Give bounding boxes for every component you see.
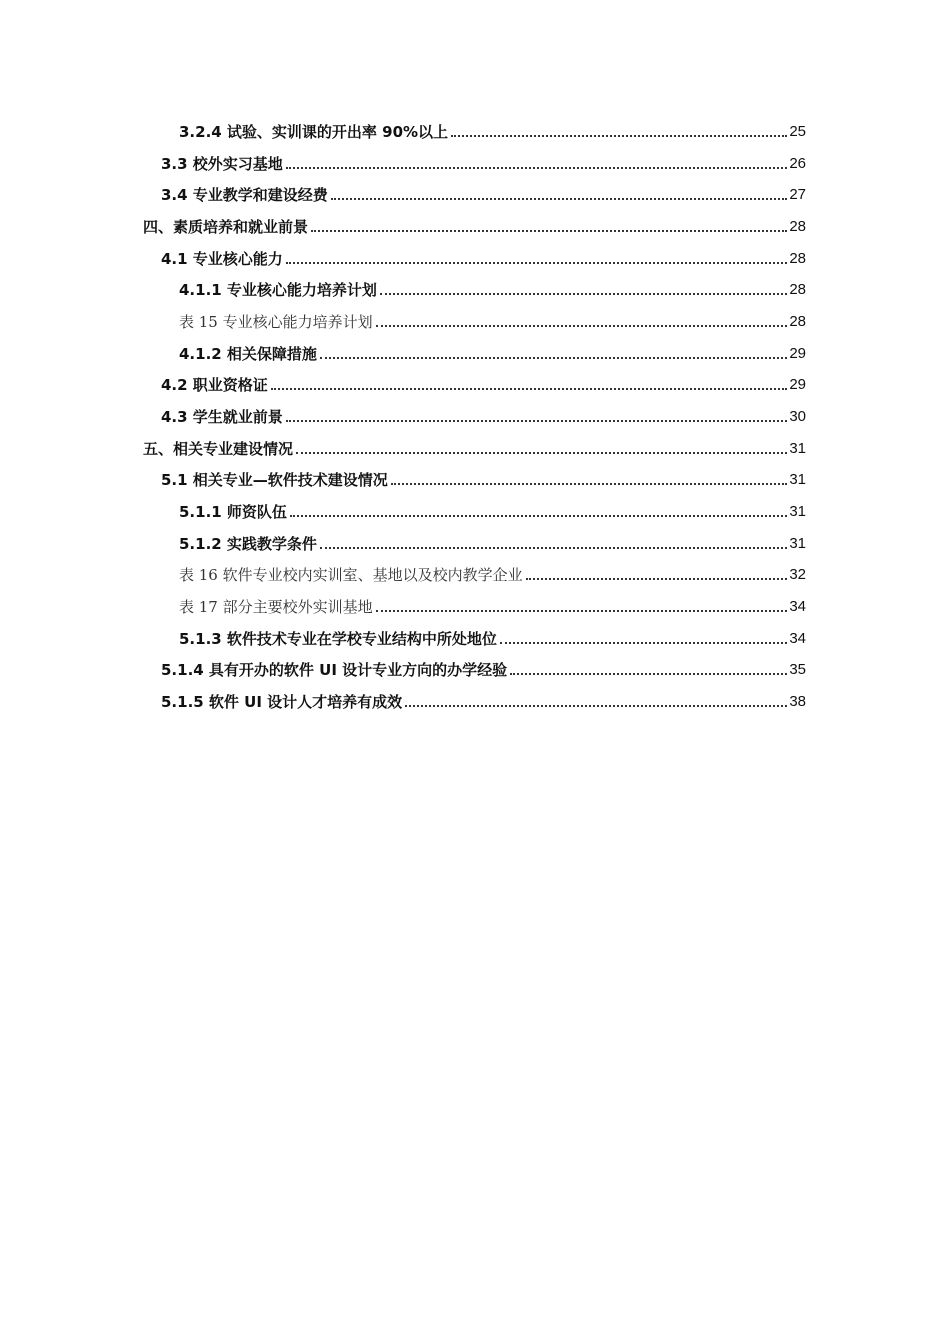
- dot-leader: [296, 451, 787, 454]
- toc-entry-title: 5.1.5 软件 UI 设计人才培养有成效: [161, 693, 403, 711]
- dot-leader: [311, 229, 787, 232]
- toc-entry-5-1[interactable]: [161, 459, 806, 489]
- toc-entry-page: 35: [789, 661, 806, 678]
- toc-entry-table-17[interactable]: [179, 586, 806, 616]
- toc-entry-title: 4.2 职业资格证: [161, 376, 268, 394]
- dot-leader: [320, 356, 787, 359]
- toc-entry-5-1-3[interactable]: [179, 618, 806, 648]
- dot-leader: [451, 134, 787, 137]
- toc-entry-page: 29: [789, 376, 806, 393]
- dot-leader: [376, 609, 788, 612]
- dot-leader: [331, 197, 788, 200]
- toc-entry-page: 34: [789, 630, 806, 647]
- toc-entry-title: 5.1 相关专业—软件技术建设情况: [161, 471, 388, 489]
- dot-leader: [526, 577, 788, 580]
- toc-entry-title: 5.1.1 师资队伍: [179, 503, 287, 521]
- dot-leader: [320, 546, 787, 549]
- toc-entry-title: 4.1.2 相关保障措施: [179, 345, 317, 363]
- toc-entry-title: 5.1.2 实践教学条件: [179, 535, 317, 553]
- toc-entry-5-1-1[interactable]: [179, 491, 806, 521]
- toc-entry-title: 表 16 软件专业校内实训室、基地以及校内教学企业: [179, 566, 523, 584]
- toc-entry-title: 4.3 学生就业前景: [161, 408, 283, 426]
- toc-entry-page: 28: [789, 250, 806, 267]
- toc-entry-page: 30: [789, 408, 806, 425]
- toc-entry-title: 3.4 专业教学和建设经费: [161, 186, 328, 204]
- toc-entry-page: 32: [789, 566, 806, 583]
- toc-entry-4-3[interactable]: [161, 396, 806, 426]
- toc-entry-title: 四、素质培养和就业前景: [143, 218, 309, 236]
- toc-entry-4-1[interactable]: [161, 238, 806, 268]
- toc-entry-title: 3.2.4 试验、实训课的开出率 90%以上: [179, 123, 449, 141]
- dot-leader: [500, 641, 787, 644]
- toc-entry-page: 31: [789, 535, 806, 552]
- dot-leader: [286, 419, 788, 422]
- toc-entry-chapter-4[interactable]: [143, 206, 806, 236]
- toc-entry-5-1-5[interactable]: [161, 681, 806, 711]
- toc-entry-page: 28: [789, 313, 806, 330]
- toc-entry-4-1-2[interactable]: [179, 333, 806, 363]
- toc-entry-title: 4.1.1 专业核心能力培养计划: [179, 281, 377, 299]
- toc-entry-page: 34: [789, 598, 806, 615]
- toc-entry-title: 五、相关专业建设情况: [143, 440, 294, 458]
- toc-entry-4-1-1[interactable]: [179, 269, 806, 299]
- toc-entry-page: 31: [789, 440, 806, 457]
- toc-entry-page: 29: [789, 345, 806, 362]
- toc-entry-table-16[interactable]: [179, 554, 806, 584]
- toc-entry-title: 5.1.4 具有开办的软件 UI 设计专业方向的办学经验: [161, 661, 508, 679]
- toc-entry-4-2[interactable]: [161, 364, 806, 394]
- dot-leader: [391, 482, 788, 485]
- dot-leader: [380, 292, 787, 295]
- toc-entry-5-1-4[interactable]: [161, 649, 806, 679]
- toc-entry-title: 3.3 校外实习基地: [161, 155, 283, 173]
- toc-entry-chapter-5[interactable]: [143, 428, 806, 458]
- toc-entry-title: 5.1.3 软件技术专业在学校专业结构中所处地位: [179, 630, 497, 648]
- dot-leader: [405, 704, 787, 707]
- toc-entry-page: 31: [789, 471, 806, 488]
- toc-entry-page: 28: [789, 281, 806, 298]
- dot-leader: [510, 672, 787, 675]
- toc-entry-page: 27: [789, 186, 806, 203]
- toc-entry-page: 28: [789, 218, 806, 235]
- toc-entry-page: 26: [789, 155, 806, 172]
- dot-leader: [286, 261, 788, 264]
- toc-entry-page: 31: [789, 503, 806, 520]
- dot-leader: [376, 324, 788, 327]
- toc-entry-3-2-4[interactable]: [179, 111, 806, 141]
- toc-entry-3-3[interactable]: [161, 143, 806, 173]
- toc-entry-3-4[interactable]: [161, 174, 806, 204]
- toc-entry-page: 25: [789, 123, 806, 140]
- toc-entry-page: 38: [789, 693, 806, 710]
- dot-leader: [286, 166, 788, 169]
- toc-entry-5-1-2[interactable]: [179, 523, 806, 553]
- toc-entry-title: 4.1 专业核心能力: [161, 250, 283, 268]
- dot-leader: [290, 514, 787, 517]
- toc-entry-title: 表 15 专业核心能力培养计划: [179, 313, 373, 331]
- toc-entry-table-15[interactable]: [179, 301, 806, 331]
- dot-leader: [271, 387, 788, 390]
- toc-entry-title: 表 17 部分主要校外实训基地: [179, 598, 373, 616]
